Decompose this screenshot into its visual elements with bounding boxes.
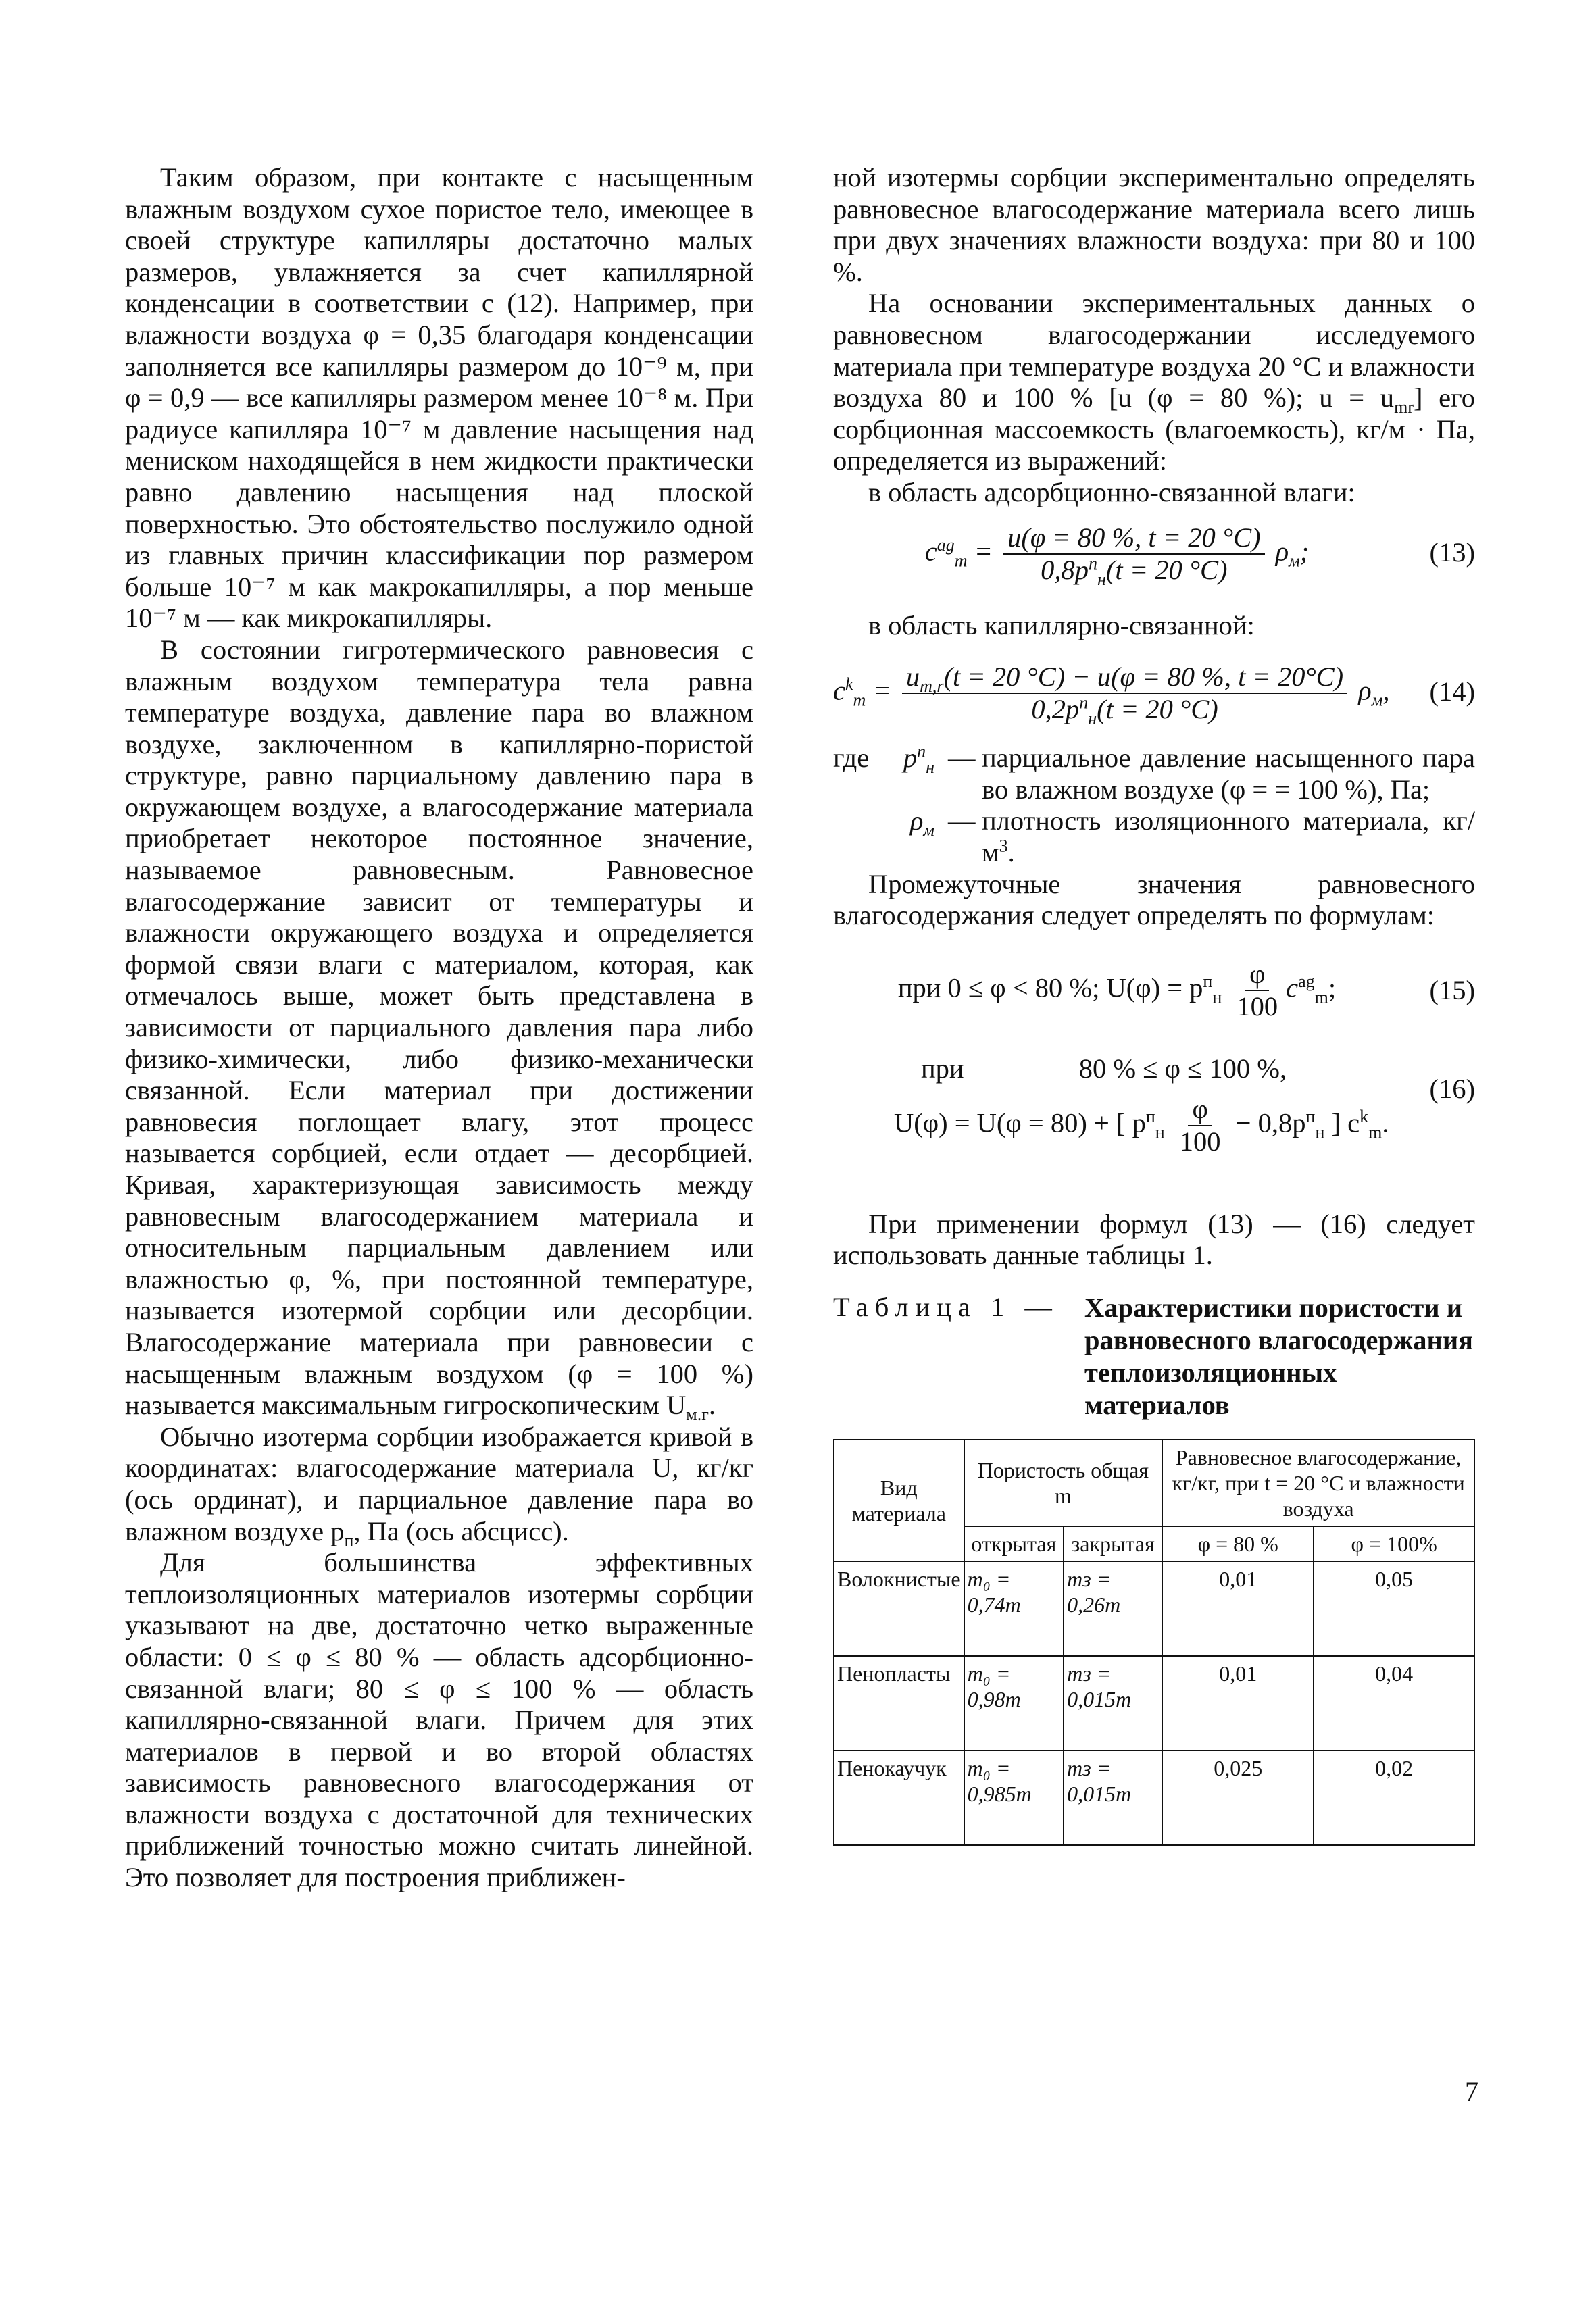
table-row (834, 1656, 1474, 1751)
formula-13-number: (13) (1429, 536, 1475, 568)
f15-fraction (1232, 959, 1282, 1022)
f13-fraction (1003, 522, 1265, 589)
f14-num-sub: m,r (920, 676, 944, 697)
paragraph-r2-end: ] его сорбционная массоемкость (влагоемкость), кг/м · Па, определяется из выражений: (833, 382, 1475, 476)
header-porosity: Пористость общая m (964, 1440, 1163, 1526)
formula-13-body (833, 522, 1401, 589)
where1-sym-a: p (903, 743, 918, 774)
header-open: открытая (964, 1526, 1064, 1561)
table-label: Таблица 1 — (833, 1291, 1059, 1322)
table-row (834, 1751, 1474, 1845)
f14-rho: ρ (1358, 675, 1372, 706)
header-closed: закрытая (1064, 1526, 1162, 1561)
pp-subscript: п (344, 1530, 354, 1551)
f16-mid: − 0,8p (1235, 1107, 1306, 1138)
f13-lhs-sup: ag (937, 534, 955, 555)
cell-phi100: 0,02 (1314, 1751, 1474, 1845)
paragraph-r5: Промежуточные значения равновесного влагосодержания следует определять по формулам: (833, 868, 1475, 931)
f16-end: ] c (1331, 1107, 1360, 1138)
formula-14-body (833, 661, 1414, 729)
f15-denominator: 100 (1237, 990, 1278, 1022)
umg-subscript: м.г (686, 1405, 709, 1425)
f16-line2 (894, 1094, 1389, 1157)
right-column (833, 162, 1475, 1846)
f16-sup-p2: п (1305, 1106, 1316, 1126)
paragraph-r1: ной изотермы сорбции экспериментально определять равновесное влагосодержание материала всего лишь при двух значениях влажности воздуха: при 80 и 100 %. (833, 162, 1475, 287)
f14-equals: = (872, 675, 891, 706)
f13-den-tail: (t = 20 °C) (1105, 554, 1228, 585)
f14-lhs-sub: m (853, 690, 866, 710)
f15-sup-p: п (1203, 971, 1213, 991)
f14-lhs-sup: k (845, 674, 853, 694)
f13-den-a: 0,8p (1041, 554, 1089, 585)
f14-den-tail: (t = 20 °C) (1097, 694, 1218, 725)
f16-line1-b: 80 % ≤ φ ≤ 100 %, (1078, 1053, 1287, 1084)
formula-16-number: (16) (1429, 1073, 1475, 1104)
f14-sup-p: п (1079, 693, 1089, 713)
f16-sup-p: п (1145, 1106, 1155, 1126)
f13-lhs-sub: m (954, 550, 968, 570)
where-block (833, 743, 1475, 868)
header-phi100: φ = 100% (1314, 1526, 1474, 1561)
formula-14-number: (14) (1429, 676, 1475, 707)
header-equilibrium: Равновесное влагосодержание, кг/кг, при t = 20 °С и влажности воздуха (1162, 1440, 1474, 1526)
f14-tail: , (1382, 675, 1390, 706)
f15-c-sup: ag (1298, 971, 1315, 991)
f14-num-tail: (t = 20 °C) − u(φ = 80 %, t = 20°C) (943, 661, 1344, 693)
paragraph-3-text: Обычно изотерма сорбции изображается кривой в координатах: влагосодержание материала U, кг/кг (ось ординат), и парциальное давление пара во влажном воздухе p (125, 1421, 753, 1546)
where2-text-a: плотность изоляционного материала, кг/м (982, 805, 1475, 867)
where2-sym-sub: м (923, 820, 934, 840)
f15-pre: при 0 ≤ φ < 80 %; U(φ) = p (897, 972, 1203, 1003)
cell-kind: Пенопласты (834, 1656, 964, 1751)
f16-sub-n: н (1155, 1122, 1165, 1142)
where1-sym-sub: н (926, 757, 934, 778)
f13-equals: = (974, 535, 993, 566)
paragraph-1: Таким образом, при контакте с насыщенным влажным воздухом сухое пористое тело, имеющее в своей структуре капилляры достаточно малых размеров, увлажняется за счет капиллярной конденсации в соответствии с (12). Например, при влажности воздуха φ = 0,35 благодаря конденсации заполняется все капилляры размером до 10⁻⁹ м, при φ = 0,9 — все капилляры размером менее 10⁻⁸ м. При радиусе капилляра 10⁻⁷ м давление насыщения над мениском находящейся в нем жидкости практически равно давлению насыщения над плоской поверхностью. Это обстоятельство послужило одной из главных причин классификации пор размером больше 10⁻⁷ м как макрокапилляры, а пор меньше 10⁻⁷ м — как микрокапилляры. (125, 162, 753, 634)
cell-phi80: 0,01 (1162, 1561, 1314, 1656)
where1-dash: — (948, 743, 976, 774)
umr-subscript: mr (1394, 397, 1414, 418)
where1-symbol (887, 743, 948, 805)
formula-15-body (833, 959, 1401, 1022)
f13-sub-n: н (1097, 569, 1106, 589)
cell-phi100: 0,05 (1314, 1561, 1474, 1656)
where2-text (982, 805, 1475, 868)
f14-num-a: u (905, 661, 920, 693)
formula-13 (833, 509, 1475, 610)
paragraph-4: Для большинства эффективных теплоизоляционных материалов изотермы сорбции указывают на две, достаточно четко выраженные области: 0 ≤ φ ≤ 80 % — область адсорбционно-связанной влаги; 80 ≤ φ ≤ 100 % — область капиллярно-связанной влаги. Причем для этих материалов в первой и во второй областях зависимость равновесного влагосодержания от влажности воздуха с достаточной для технических приближений точностью можно считать линейной. Это позволяет для построения приближен- (125, 1547, 753, 1893)
f13-tail: ; (1299, 535, 1310, 566)
table-caption (833, 1292, 1475, 1422)
cell-open: m₀ = 0,98m (964, 1656, 1064, 1751)
table-row (834, 1561, 1474, 1656)
page-number: 7 (1465, 2076, 1478, 2107)
f13-rho-sub: м (1289, 550, 1300, 570)
left-column (125, 162, 753, 1894)
cell-phi80: 0,025 (1162, 1751, 1314, 1845)
f14-sub-n: н (1088, 709, 1097, 729)
formula-16 (833, 1047, 1475, 1209)
f14-lhs: c (833, 675, 845, 706)
paragraph-r2 (833, 288, 1475, 477)
f16-tail: . (1382, 1107, 1389, 1138)
header-phi80: φ = 80 % (1162, 1526, 1314, 1561)
f16-c-sub: m (1368, 1122, 1382, 1142)
f16-c-sup: k (1360, 1106, 1369, 1126)
cell-open: m₀ = 0,985m (964, 1751, 1064, 1845)
where-row-1 (833, 743, 1475, 805)
paragraph-2 (125, 634, 753, 1425)
formula-15 (833, 932, 1475, 1047)
f13-lhs: c (924, 535, 937, 566)
f16-numerator: φ (1188, 1094, 1212, 1126)
cell-closed: mз = 0,26m (1064, 1561, 1162, 1656)
f14-den-a: 0,2p (1031, 694, 1080, 725)
formula-14 (833, 641, 1475, 743)
where-word: где (833, 743, 870, 774)
f13-denominator (1037, 553, 1231, 589)
where1-sym-sup: п (917, 741, 926, 761)
data-table (833, 1439, 1475, 1846)
f15-tail: ; (1328, 972, 1337, 1003)
cell-kind: Пенокаучук (834, 1751, 964, 1845)
f13-sup-p: п (1089, 553, 1097, 574)
where2-sym-a: ρ (909, 805, 924, 836)
formula-15-number: (15) (1429, 974, 1475, 1005)
where2-symbol (833, 805, 948, 868)
f14-denominator (1027, 693, 1222, 729)
cell-phi80: 0,01 (1162, 1656, 1314, 1751)
f14-fraction (902, 661, 1347, 729)
f16-denominator: 100 (1179, 1126, 1221, 1157)
table-title: Характеристики пористости и равновесного влагосодержания теплоизоляционных материалов (1084, 1292, 1474, 1420)
cell-closed: mз = 0,015m (1064, 1656, 1162, 1751)
f14-numerator (902, 661, 1347, 697)
f16-fraction (1176, 1094, 1225, 1157)
f16-sub-n2: н (1315, 1122, 1325, 1142)
paragraph-2-end: . (708, 1390, 716, 1421)
f13-numerator: u(φ = 80 %, t = 20 °C) (1003, 522, 1265, 555)
where2-text-end: . (1007, 836, 1015, 867)
f16-line1 (921, 1053, 1287, 1085)
where1-text: парциальное давление насыщенного пара во влажном воздухе (φ = = 100 %), Па; (982, 743, 1475, 805)
paragraph-3-end: , Па (ось абсцисс). (353, 1515, 569, 1546)
f14-rho-sub: м (1371, 690, 1383, 710)
cell-open: m₀ = 0,74m (964, 1561, 1064, 1656)
paragraph-r2-text: На основании экспериментальных данных о равновесном влагосодержании исследуемого материала при температуре воздуха 20 °С и влажности воздуха 80 и 100 % [u (φ = 80 %); u = u (833, 288, 1475, 413)
header-kind: Вид материала (834, 1440, 964, 1561)
paragraph-3 (125, 1421, 753, 1551)
f15-sub-n: н (1212, 987, 1222, 1007)
cell-kind: Волокнистые (834, 1561, 964, 1656)
f15-numerator: φ (1245, 959, 1269, 991)
f15-c: c (1286, 972, 1299, 1003)
paragraph-r6: При применении формул (13) — (16) следует использовать данные таблицы 1. (833, 1208, 1475, 1271)
f13-rho: ρ (1275, 535, 1289, 566)
paragraph-r4: в область капиллярно-связанной: (868, 609, 1255, 640)
cell-phi100: 0,04 (1314, 1656, 1474, 1751)
table-header-row-1 (834, 1440, 1474, 1526)
paragraph-r3: в область адсорбционно-связанной влаги: (868, 476, 1355, 507)
where2-dash: — (948, 805, 976, 836)
f16-line1-a: при (921, 1053, 964, 1084)
f15-c-sub: m (1314, 987, 1328, 1007)
cell-closed: mз = 0,015m (1064, 1751, 1162, 1845)
paragraph-2-text: В состоянии гигротермического равновесия с влажным воздухом температура тела равна температуре воздуха, давление пара во влажном воздухе, заключенном в капиллярно-пористой структуре, равно парциальному давлению пара в окружающем воздухе, а влагосодержание материала приобретает некоторое постоянное значение, называемое равновесным. Равновесное влагосодержание зависит от температуры и влажности окружающего воздуха и определяется формой связи влаги с материалом, которая, как отмечалось выше, может быть представлена в зависимости от парциального давления пара либо физико-химически, либо физико-механически связанной. Если материал при достижении равновесия поглощает влагу, этот процесс называется сорбцией, если отдает — десорбцией. Кривая, характеризующая зависимость между равновесным влагосодержанием материала и относительным парциальным давлением или влажностью φ, %, при постоянной температуре, называется изотермой сорбции или десорбции. Влагосодержание материала при равновесии с насыщенным влажным воздухом (φ = 100 %) называется максимальным гигроскопическим U (125, 634, 753, 1421)
where2-text-sup: 3 (999, 836, 1008, 856)
f16-line2-pre: U(φ) = U(φ = 80) + [ p (894, 1107, 1146, 1138)
where-row-2 (833, 805, 1475, 868)
